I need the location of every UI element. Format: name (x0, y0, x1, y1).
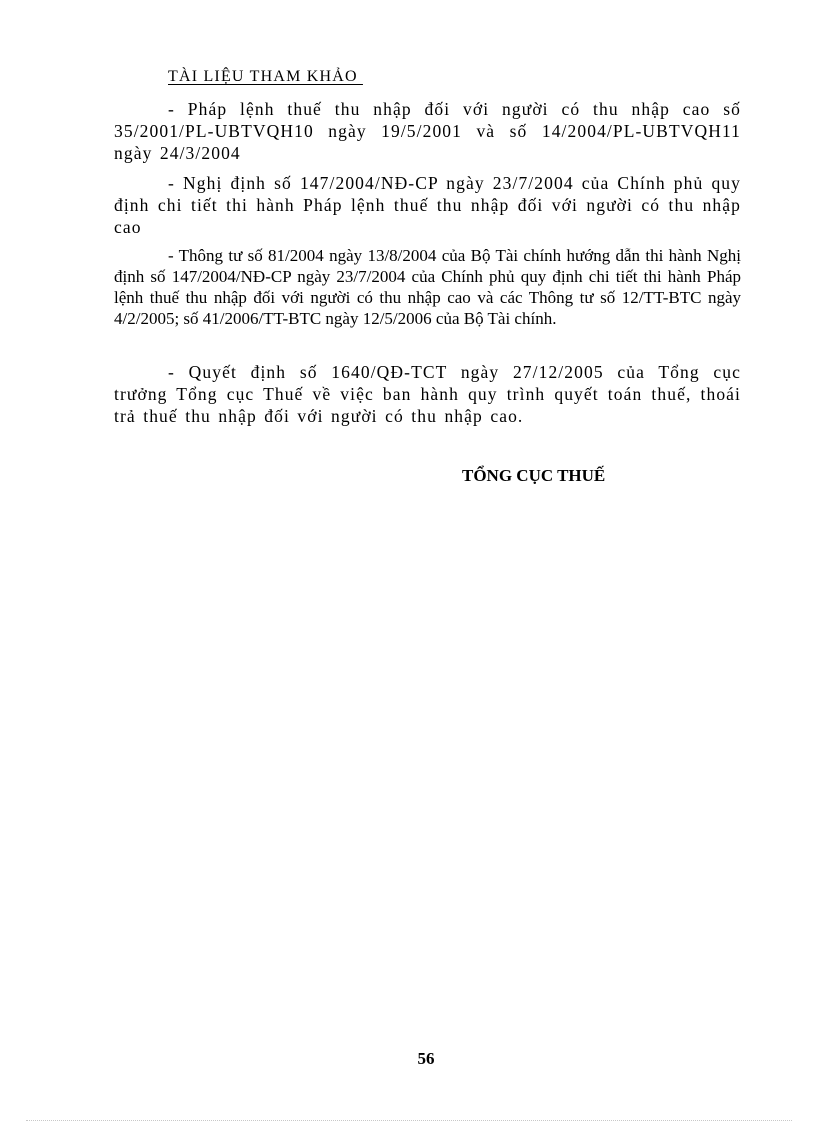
reference-item-2: - Nghị định số 147/2004/NĐ-CP ngày 23/7/2004 của Chính phủ quy định chi tiết thi hành Pháp lệnh thuế thu nhập đối với người có thu nhập cao (114, 173, 741, 237)
page-number: 56 (417, 1049, 435, 1068)
reference-item-3: - Thông tư số 81/2004 ngày 13/8/2004 của Bộ Tài chính hướng dẫn thi hành Nghị định số 147/2004/NĐ-CP ngày 23/7/2004 của Chính phủ quy định chi tiết thi hành Pháp lệnh thuế thu nhập đối với người có thu nhập cao và các Thông tư số 12/TT-BTC ngày 4/2/2005; số 41/2006/TT-BTC ngày 12/5/2006 của Bộ Tài chính. (114, 246, 741, 328)
reference-item-1: - Pháp lệnh thuế thu nhập đối với người có thu nhập cao số 35/2001/PL-UBTVQH10 ngày 19/5/2001 và số 14/2004/PL-UBTVQH11 ngày 24/3/2004 (114, 99, 741, 163)
references-heading: TÀI LIỆU THAM KHẢO (168, 68, 363, 85)
reference-item-4: - Quyết định số 1640/QĐ-TCT ngày 27/12/2005 của Tổng cục trưởng Tổng cục Thuế về việc ban hành quy trình quyết toán thuế, thoái trả thuế thu nhập đối với người có thu nhập cao. (114, 362, 741, 426)
page-bottom-divider (26, 1120, 792, 1121)
issuer-signature: TỔNG CỤC THUẾ (462, 466, 606, 485)
